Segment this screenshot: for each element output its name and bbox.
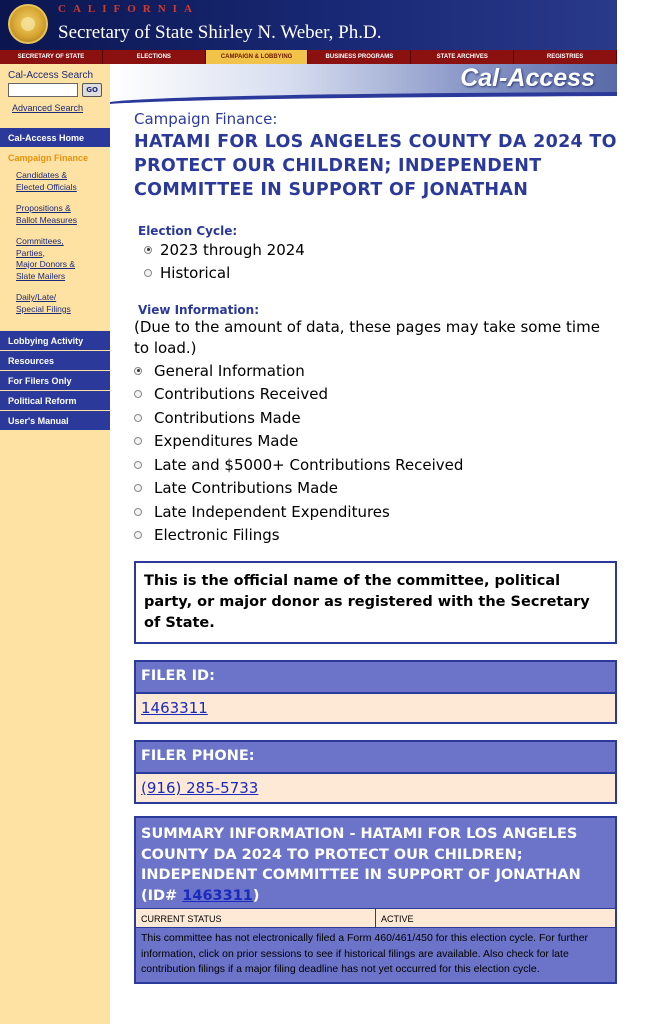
top-nav [0,50,617,64]
sidebar-item-campaign-finance[interactable]: Campaign Finance [0,148,110,168]
cycle-option[interactable] [144,238,617,262]
view-information-label: View Information: [138,303,260,317]
sidebar-sublink-line: Parties, [16,247,45,258]
view-option-label: Expenditures Made [154,432,299,451]
load-time-note: (Due to the amount of data, these pages may take some time to load.) [134,318,600,357]
nav-item-5[interactable]: REGISTRIES [514,50,617,64]
site-title: Secretary of State Shirley N. Weber, Ph.D. [58,22,382,43]
summary-heading-text: SUMMARY INFORMATION - HATAMI FOR LOS ANGELES COUNTY DA 2024 TO PROTECT OUR CHILDREN; INDEPENDENT COMMITTEE IN SUPPORT OF JONATHAN (ID# [141,826,581,904]
search-go-button[interactable]: GO [82,83,102,97]
sidebar-item-0[interactable]: Lobbying Activity [0,331,110,351]
nav-item-3[interactable]: BUSINESS PROGRAMS [308,50,411,64]
view-option[interactable] [134,383,617,407]
state-name: CALIFORNIA [58,3,199,15]
current-status-value: ACTIVE [375,909,615,927]
official-name-note: This is the official name of the committee, political party, or major donor as registered with the Secretary of State. [134,561,617,644]
view-option-label: Late Independent Expenditures [154,502,390,521]
election-cycle-group [134,224,617,285]
radio-button[interactable] [134,367,142,375]
radio-button[interactable] [144,269,152,277]
radio-button[interactable] [134,461,142,469]
summary-information [134,816,617,984]
filer-id-link[interactable]: 1463311 [141,699,208,717]
search-input[interactable] [8,83,78,97]
sidebar [0,64,110,1024]
radio-button[interactable] [134,390,142,398]
radio-button[interactable] [134,414,142,422]
sidebar-sublink-line: Propositions & [16,203,71,213]
sidebar-sublink-line: Daily/Late/ [16,292,57,302]
state-seal-icon [8,4,48,44]
page-pretitle: Campaign Finance: [134,110,278,128]
view-option[interactable] [134,453,617,477]
view-option-label: Late and $5000+ Contributions Received [154,455,464,474]
cycle-option[interactable] [144,262,617,286]
filer-phone-label: FILER PHONE: [136,742,615,772]
summary-heading-close: ) [252,887,260,904]
sidebar-search [0,64,110,128]
view-option[interactable] [134,477,617,501]
view-option[interactable] [134,359,617,383]
summary-heading [136,818,615,908]
election-cycle-label: Election Cycle: [138,224,238,238]
sidebar-sublink-3[interactable] [16,292,110,315]
nav-item-0[interactable]: SECRETARY OF STATE [0,50,103,64]
sidebar-subnav [0,168,110,331]
filer-id-label: FILER ID: [136,662,615,692]
sidebar-item-1[interactable]: Resources [0,351,110,371]
sidebar-sublink-line: Major Donors & [16,259,76,269]
filer-phone-box [134,740,617,804]
sidebar-item-3[interactable]: Political Reform [0,391,110,411]
radio-button[interactable] [134,484,142,492]
nav-item-2[interactable]: CAMPAIGN & LOBBYING [206,50,309,64]
main-content [134,110,617,984]
nav-item-4[interactable]: STATE ARCHIVES [411,50,514,64]
filer-id-box [134,660,617,724]
cycle-option-label: 2023 through 2024 [160,240,305,259]
view-option[interactable] [134,406,617,430]
sidebar-sublink-line: Committees, [16,236,64,246]
summary-id-link[interactable]: 1463311 [182,887,253,904]
sidebar-sublink-2[interactable] [16,236,110,282]
view-option-label: Late Contributions Made [154,479,339,498]
current-status-label: CURRENT STATUS [141,914,222,924]
cal-access-logo: Cal-Access [460,64,595,92]
sidebar-sublink-line: Candidates & [16,170,68,180]
site-header [0,0,617,50]
radio-button[interactable] [134,437,142,445]
summary-note: This committee has not electronically filed a Form 460/461/450 for this election cycle. For further information, click on prior sessions to see if historical filings are available. Also check for late contribution filings if a major filing deadline has not yet occurred for this election cycle. [141,932,589,975]
view-option[interactable] [134,500,617,524]
radio-button[interactable] [134,508,142,516]
view-option-label: Contributions Received [154,385,328,404]
view-option-label: General Information [154,361,305,380]
sidebar-sublink-line: Ballot Measures [16,214,77,225]
sidebar-sublink-line: Slate Mailers [16,270,66,281]
sidebar-item-4[interactable]: User's Manual [0,411,110,431]
sidebar-sublink-line: Elected Officials [16,181,77,192]
view-option-label: Electronic Filings [154,526,280,545]
view-option[interactable] [134,430,617,454]
view-option[interactable] [134,524,617,548]
sidebar-sublink-line: Special Filings [16,303,71,314]
sidebar-sublink-0[interactable] [16,170,110,193]
view-information-group [134,303,617,547]
radio-button[interactable] [144,246,152,254]
advanced-search-link[interactable]: Advanced Search [12,103,84,113]
sidebar-item-2[interactable]: For Filers Only [0,371,110,391]
sidebar-item-home[interactable]: Cal-Access Home [0,128,110,148]
radio-button[interactable] [134,531,142,539]
view-option-label: Contributions Made [154,408,301,427]
nav-item-1[interactable]: ELECTIONS [103,50,206,64]
filer-phone-link[interactable]: (916) 285-5733 [141,779,259,797]
committee-name: HATAMI FOR LOS ANGELES COUNTY DA 2024 TO PROTECT OUR CHILDREN; INDEPENDENT COMMITTEE IN SUPPORT OF JONATHAN [134,132,617,200]
status-row [136,908,615,928]
search-label: Cal-Access Search [8,70,94,81]
sidebar-sublink-1[interactable] [16,203,110,226]
cycle-option-label: Historical [160,264,231,283]
